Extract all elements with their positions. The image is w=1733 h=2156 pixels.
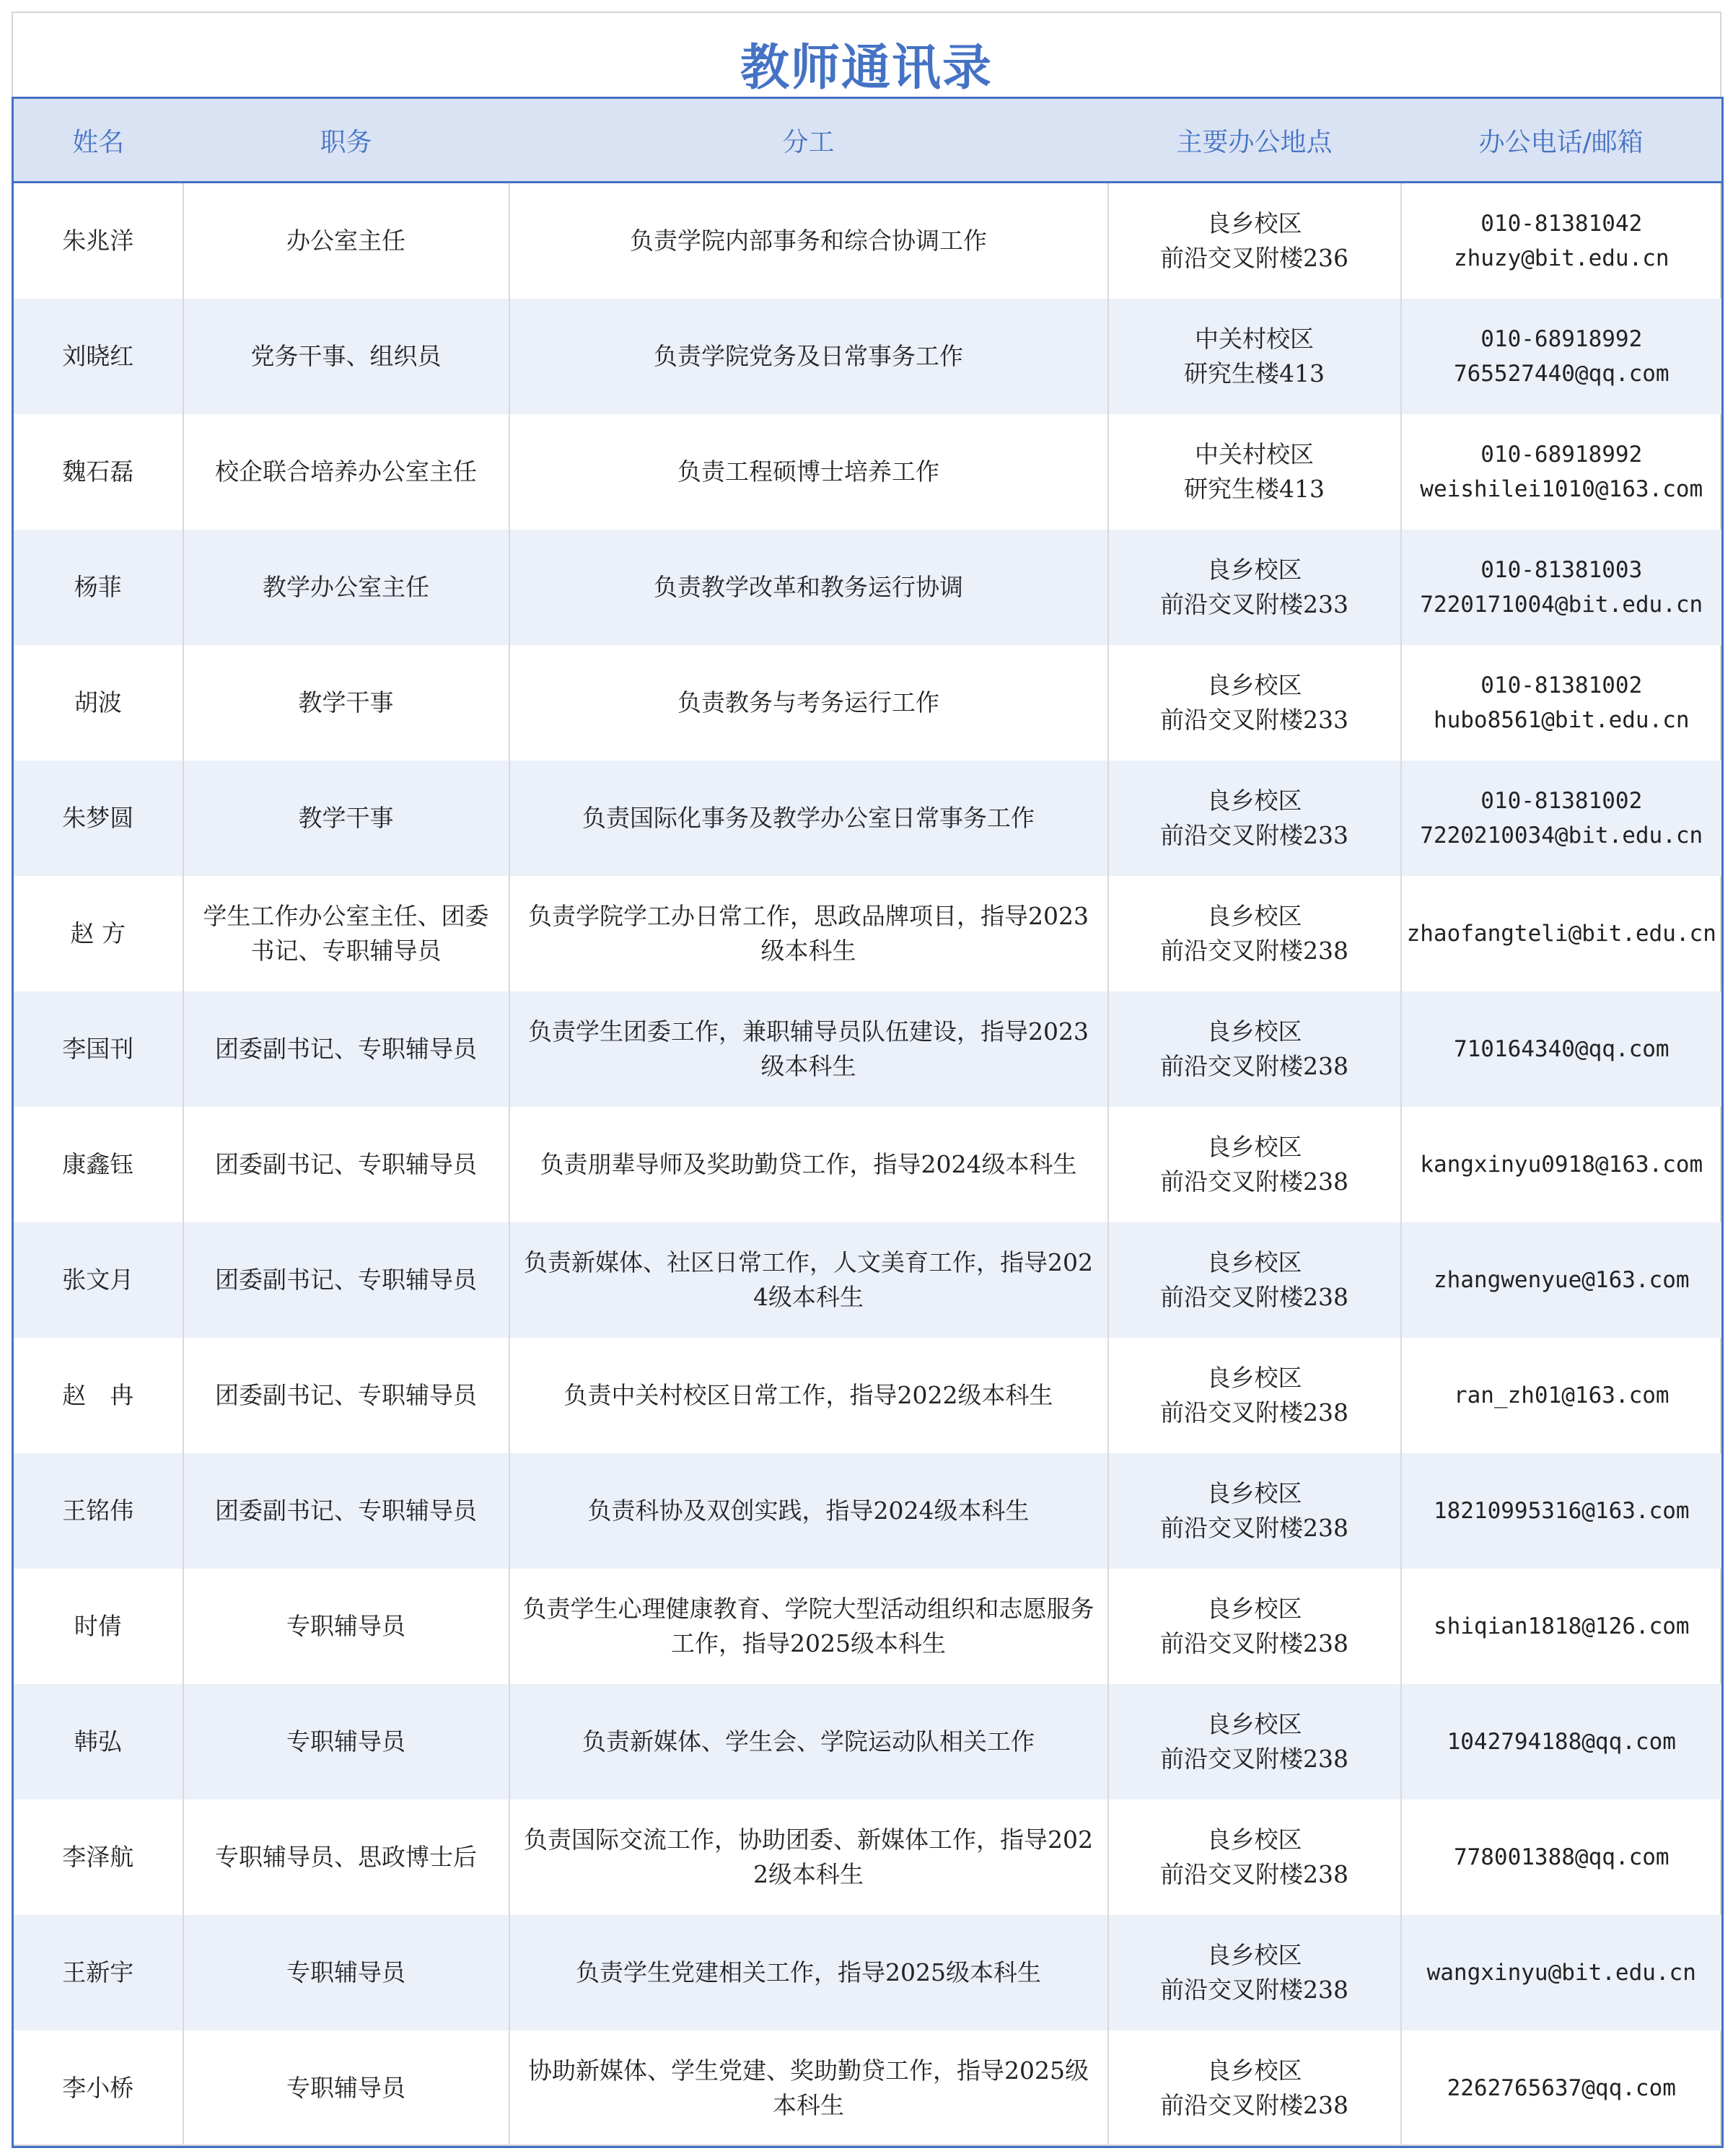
cell-name: 朱兆洋 xyxy=(62,227,134,255)
table-row xyxy=(13,1569,1723,1684)
office-campus: 良乡校区 xyxy=(1206,1826,1302,1854)
office-campus: 良乡校区 xyxy=(1206,902,1302,930)
table-row xyxy=(13,991,1723,1107)
office-campus: 良乡校区 xyxy=(1206,1941,1302,1969)
cell-name: 魏石磊 xyxy=(62,457,134,486)
cell-contact xyxy=(1401,645,1723,761)
cell-name: 赵 方 xyxy=(70,919,126,947)
table-row xyxy=(13,1338,1723,1453)
cell-contact xyxy=(1401,183,1723,299)
contact-email[interactable]: 7220171004@bit.edu.cn xyxy=(1420,592,1703,618)
table-row xyxy=(13,761,1723,876)
cell-position: 团委副书记、专职辅导员 xyxy=(183,1453,509,1569)
cell-position: 党务干事、组织员 xyxy=(183,299,509,414)
table-row xyxy=(13,1915,1723,2030)
office-room: 前沿交叉附楼233 xyxy=(1160,590,1348,618)
cell-position: 专职辅导员 xyxy=(183,1569,509,1684)
header-position: 职务 xyxy=(183,98,509,183)
cell-position: 专职辅导员、思政博士后 xyxy=(183,1800,509,1915)
office-room: 研究生楼413 xyxy=(1184,359,1325,387)
contact-email[interactable]: 1042794188@qq.com xyxy=(1447,1729,1676,1755)
contact-phone: 010-81381003 xyxy=(1480,557,1643,583)
page-title: 教师通讯录 xyxy=(740,40,993,97)
cell-name: 刘晓红 xyxy=(13,299,183,414)
cell-duty: 负责国际化事务及教学办公室日常事务工作 xyxy=(509,761,1108,876)
cell-duty: 负责中关村校区日常工作，指导2022级本科生 xyxy=(509,1338,1108,1453)
cell-contact xyxy=(1401,2030,1723,2147)
header-office: 主要办公地点 xyxy=(1108,98,1401,183)
office-campus: 良乡校区 xyxy=(1206,556,1302,584)
cell-duty: 负责国际交流工作，协助团委、新媒体工作，指导2022级本科生 xyxy=(509,1800,1108,1915)
cell-position: 教学干事 xyxy=(183,645,509,761)
contact-email[interactable]: weishilei1010@163.com xyxy=(1420,476,1703,502)
cell-name: 韩弘 xyxy=(13,1684,183,1800)
cell-name: 张文月 xyxy=(13,1222,183,1338)
contact-phone: 010-81381042 xyxy=(1480,211,1643,237)
cell-contact xyxy=(1401,876,1723,991)
contact-email[interactable]: 765527440@qq.com xyxy=(1453,361,1670,387)
cell-contact xyxy=(1401,1222,1723,1338)
cell-position: 专职辅导员 xyxy=(183,1915,509,2030)
cell-office xyxy=(1108,1569,1401,1684)
cell-position: 学生工作办公室主任、团委书记、专职辅导员 xyxy=(183,876,509,991)
cell-contact xyxy=(1401,1107,1723,1222)
table-row xyxy=(13,530,1723,645)
cell-office xyxy=(1108,876,1401,991)
cell-name: 胡波 xyxy=(74,688,122,717)
office-campus: 良乡校区 xyxy=(1206,209,1302,237)
cell-contact xyxy=(1401,414,1723,530)
cell-position: 团委副书记、专职辅导员 xyxy=(183,991,509,1107)
contact-email[interactable]: ran_zh01@163.com xyxy=(1453,1382,1670,1408)
cell-duty: 负责教务与考务运行工作 xyxy=(509,645,1108,761)
cell-name: 王新宇 xyxy=(13,1915,183,2030)
table-row xyxy=(13,299,1723,414)
cell-name: 赵 冉 xyxy=(62,1381,134,1409)
cell-office xyxy=(1108,1453,1401,1569)
cell-position: 团委副书记、专职辅导员 xyxy=(183,1107,509,1222)
directory-table xyxy=(12,97,1724,2148)
cell-name: 李国刊 xyxy=(13,991,183,1107)
table-row xyxy=(13,876,1723,991)
cell-duty: 负责学生心理健康教育、学院大型活动组织和志愿服务工作，指导2025级本科生 xyxy=(509,1569,1108,1684)
cell-office xyxy=(1108,530,1401,645)
cell-office xyxy=(1108,645,1401,761)
office-room: 前沿交叉附楼238 xyxy=(1160,1514,1348,1542)
cell-office xyxy=(1108,1684,1401,1800)
contact-phone: 010-68918992 xyxy=(1480,326,1643,352)
contact-email[interactable]: zhaofangteli@bit.edu.cn xyxy=(1406,921,1716,947)
cell-name: 王铭伟 xyxy=(13,1453,183,1569)
cell-name: 时倩 xyxy=(74,1612,122,1640)
office-room: 研究生楼413 xyxy=(1184,475,1325,503)
header-duty: 分工 xyxy=(509,98,1108,183)
office-room: 前沿交叉附楼238 xyxy=(1160,937,1348,965)
table-row xyxy=(13,414,1723,530)
cell-duty: 负责工程硕博士培养工作 xyxy=(509,414,1108,530)
header-name: 姓名 xyxy=(13,98,183,183)
office-campus: 良乡校区 xyxy=(1206,1133,1302,1161)
cell-office xyxy=(1108,414,1401,530)
cell-position: 教学干事 xyxy=(183,761,509,876)
cell-contact xyxy=(1401,1569,1723,1684)
office-room: 前沿交叉附楼233 xyxy=(1160,706,1348,734)
office-campus: 良乡校区 xyxy=(1206,786,1302,815)
office-room: 前沿交叉附楼238 xyxy=(1160,1398,1348,1427)
office-campus: 良乡校区 xyxy=(1206,1364,1302,1392)
contact-email[interactable]: wangxinyu@bit.edu.cn xyxy=(1426,1960,1696,1986)
contact-email[interactable]: 18210995316@163.com xyxy=(1433,1498,1690,1524)
cell-duty: 负责教学改革和教务运行协调 xyxy=(509,530,1108,645)
office-campus: 良乡校区 xyxy=(1206,1248,1302,1276)
office-room: 前沿交叉附楼238 xyxy=(1160,2091,1348,2119)
table-row xyxy=(13,1453,1723,1569)
contact-email[interactable]: hubo8561@bit.edu.cn xyxy=(1433,707,1690,733)
office-campus: 良乡校区 xyxy=(1206,2056,1302,2085)
contact-email[interactable]: 778001388@qq.com xyxy=(1453,1844,1670,1870)
contact-phone: 010-81381002 xyxy=(1480,788,1643,814)
table-row xyxy=(13,645,1723,761)
office-campus: 良乡校区 xyxy=(1206,1710,1302,1738)
office-campus: 良乡校区 xyxy=(1206,1017,1302,1046)
cell-office xyxy=(1108,2030,1401,2147)
cell-name: 康鑫钰 xyxy=(62,1150,134,1178)
table-row xyxy=(13,1107,1723,1222)
contact-email[interactable]: 2262765637@qq.com xyxy=(1447,2075,1676,2101)
office-campus: 良乡校区 xyxy=(1206,671,1302,699)
cell-office xyxy=(1108,761,1401,876)
cell-office xyxy=(1108,1107,1401,1222)
cell-contact xyxy=(1401,1684,1723,1800)
cell-position: 专职辅导员 xyxy=(183,1684,509,1800)
cell-contact xyxy=(1401,1915,1723,2030)
cell-position: 教学办公室主任 xyxy=(183,530,509,645)
table-row xyxy=(13,1800,1723,1915)
table-row xyxy=(13,1222,1723,1338)
office-room: 前沿交叉附楼238 xyxy=(1160,1052,1348,1080)
office-room: 前沿交叉附楼238 xyxy=(1160,1976,1348,2004)
table-body xyxy=(13,183,1723,2147)
contact-email[interactable]: 710164340@qq.com xyxy=(1453,1036,1670,1062)
cell-duty: 负责朋辈导师及奖助勤贷工作，指导2024级本科生 xyxy=(509,1107,1108,1222)
cell-duty: 负责学院内部事务和综合协调工作 xyxy=(509,183,1108,299)
office-campus: 中关村校区 xyxy=(1195,440,1314,468)
office-room: 前沿交叉附楼238 xyxy=(1160,1629,1348,1657)
cell-contact xyxy=(1401,1453,1723,1569)
table-row xyxy=(13,1684,1723,1800)
cell-duty: 协助新媒体、学生党建、奖助勤贷工作，指导2025级本科生 xyxy=(509,2030,1108,2147)
cell-position: 团委副书记、专职辅导员 xyxy=(183,1222,509,1338)
office-room: 前沿交叉附楼238 xyxy=(1160,1283,1348,1311)
contact-phone: 010-81381002 xyxy=(1480,672,1643,698)
cell-office xyxy=(1108,1222,1401,1338)
office-room: 前沿交叉附楼233 xyxy=(1160,821,1348,849)
contact-email[interactable]: shiqian1818@126.com xyxy=(1433,1613,1690,1639)
cell-office xyxy=(1108,1915,1401,2030)
cell-position: 专职辅导员 xyxy=(183,2030,509,2147)
contact-email[interactable]: kangxinyu0918@163.com xyxy=(1420,1152,1703,1178)
cell-office xyxy=(1108,1338,1401,1453)
cell-office xyxy=(1108,183,1401,299)
cell-name: 李泽航 xyxy=(62,1843,134,1871)
cell-contact xyxy=(1401,1338,1723,1453)
header-contact: 办公电话/邮箱 xyxy=(1401,98,1723,183)
cell-office xyxy=(1108,299,1401,414)
cell-position: 办公室主任 xyxy=(183,183,509,299)
cell-contact xyxy=(1401,299,1723,414)
cell-contact xyxy=(1401,530,1723,645)
office-campus: 中关村校区 xyxy=(1195,325,1314,353)
cell-position: 校企联合培养办公室主任 xyxy=(183,414,509,530)
table-row xyxy=(13,183,1723,299)
office-room: 前沿交叉附楼238 xyxy=(1160,1860,1348,1888)
cell-name: 李小桥 xyxy=(62,2074,134,2102)
cell-contact xyxy=(1401,1800,1723,1915)
cell-duty: 负责学院学工办日常工作，思政品牌项目，指导2023级本科生 xyxy=(509,876,1108,991)
contact-email[interactable]: zhangwenyue@163.com xyxy=(1433,1267,1690,1293)
cell-duty: 负责新媒体、社区日常工作，人文美育工作，指导2024级本科生 xyxy=(509,1222,1108,1338)
cell-duty: 负责学院党务及日常事务工作 xyxy=(509,299,1108,414)
cell-contact xyxy=(1401,991,1723,1107)
cell-duty: 负责学生党建相关工作，指导2025级本科生 xyxy=(509,1915,1108,2030)
cell-duty: 负责学生团委工作，兼职辅导员队伍建设，指导2023级本科生 xyxy=(509,991,1108,1107)
cell-name: 杨菲 xyxy=(13,530,183,645)
table-row xyxy=(13,2030,1723,2147)
contact-email[interactable]: zhuzy@bit.edu.cn xyxy=(1453,245,1670,271)
contact-email[interactable]: 7220210034@bit.edu.cn xyxy=(1420,823,1703,849)
office-room: 前沿交叉附楼238 xyxy=(1160,1167,1348,1196)
cell-office xyxy=(1108,991,1401,1107)
contact-phone: 010-68918992 xyxy=(1480,442,1643,468)
office-campus: 良乡校区 xyxy=(1206,1595,1302,1623)
cell-duty: 负责科协及双创实践，指导2024级本科生 xyxy=(509,1453,1108,1569)
cell-duty: 负责新媒体、学生会、学院运动队相关工作 xyxy=(509,1684,1108,1800)
office-room: 前沿交叉附楼238 xyxy=(1160,1745,1348,1773)
cell-name: 朱梦圆 xyxy=(13,761,183,876)
cell-contact xyxy=(1401,761,1723,876)
cell-position: 团委副书记、专职辅导员 xyxy=(183,1338,509,1453)
office-room: 前沿交叉附楼236 xyxy=(1160,244,1348,272)
office-campus: 良乡校区 xyxy=(1206,1479,1302,1507)
cell-office xyxy=(1108,1800,1401,1915)
table-header-row xyxy=(13,98,1723,183)
